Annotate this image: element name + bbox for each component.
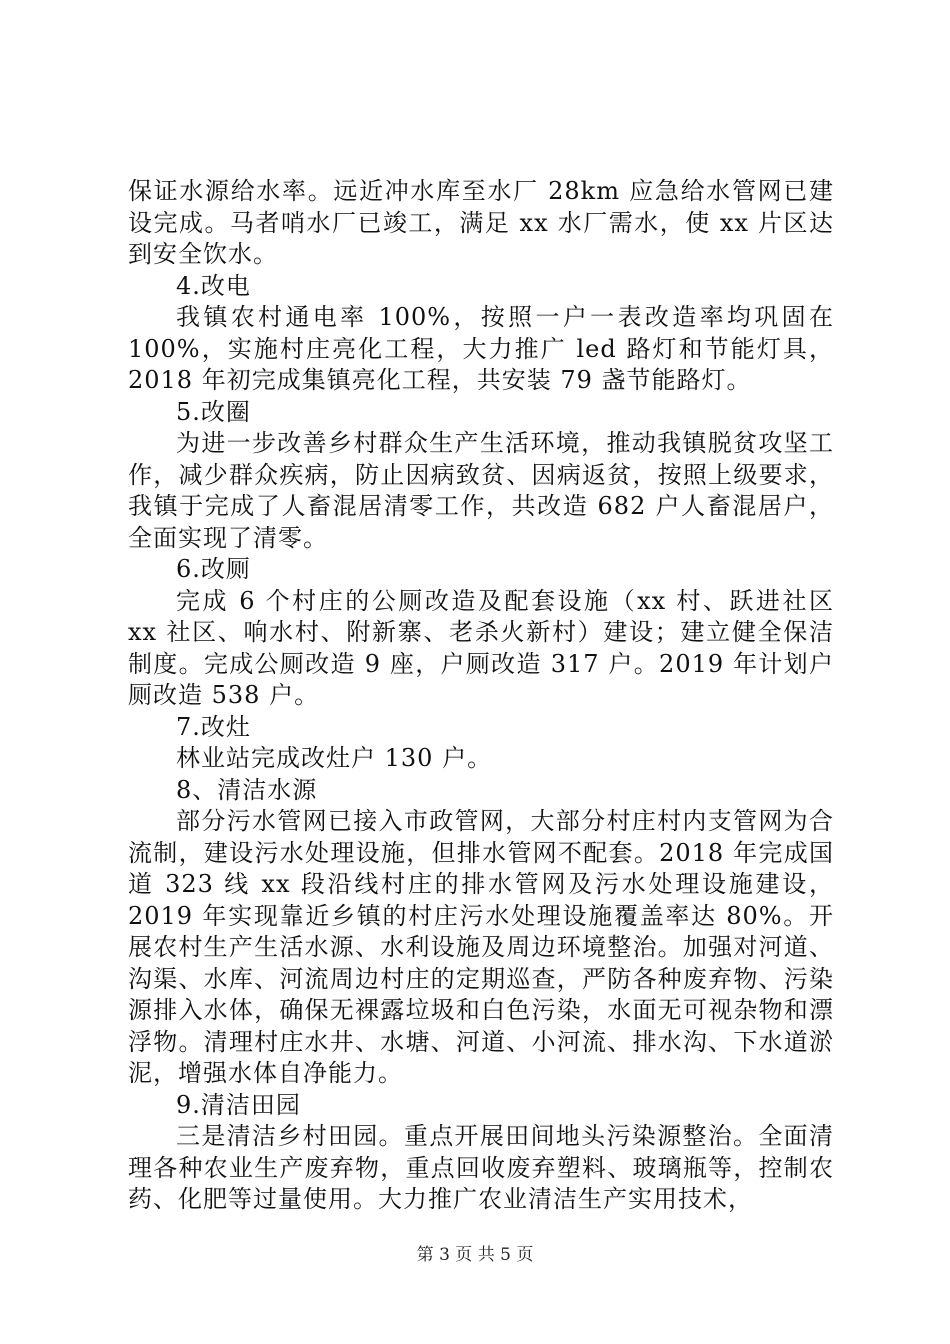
paragraph-clean-water: 部分污水管网已接入市政管网，大部分村庄村内支管网为合流制，建设污水处理设施，但排水管网不配套。2018 年完成国道 323 线 xx 段沿线村庄的排水管网及污水处理设施建设，2019 年实现靠近乡镇的村庄污水处理设施覆盖率达 80%。开展农村生产生活水源、水利设施及周边环境整治。加强对河道、沟渠、水库、河流周边村庄的定期巡查，严防各种废弃物、污染源排入水体，确保无裸露垃圾和白色污染，水面无可视杂物和漂浮物。清理村庄水井、水塘、河道、小河流、排水沟、下水道淤泥，增强水体自净能力。 <box>128 807 834 1087</box>
paragraph-electricity: 我镇农村通电率 100%，按照一户一表改造率均巩固在 100%，实施村庄亮化工程，大力推广 led 路灯和节能灯具，2018 年初完成集镇亮化工程，共安装 79 盏节能路灯。 <box>128 303 834 394</box>
paragraph-stove: 林业站完成改灶户 130 户。 <box>176 744 493 772</box>
page-number-footer: 第 3 页 共 5 页 <box>416 1245 534 1265</box>
document-body <box>128 176 834 1216</box>
section-heading-clean-fields: 9.清洁田园 <box>176 1090 301 1119</box>
paragraph-livestock-pen: 为进一步改善乡村群众生产生活环境，推动我镇脱贫攻坚工作，减少群众疾病，防止因病致贫、因病返贫，按照上级要求，我镇于完成了人畜混居清零工作，共改造 682 户人畜混居户，全面实现了清零。 <box>128 429 834 552</box>
section-heading-stove: 7.改灶 <box>176 712 251 741</box>
paragraph-water-supply: 保证水源给水率。远近冲水库至水厂 28km 应急给水管网已建设完成。马者哨水厂已竣工，满足 xx 水厂需水，使 xx 片区达到安全饮水。 <box>128 177 834 268</box>
section-heading-clean-water: 8、清洁水源 <box>176 775 318 804</box>
section-heading-livestock-pen: 5.改圈 <box>176 397 251 426</box>
paragraph-toilet: 完成 6 个村庄的公厕改造及配套设施（xx 村、跃进社区 xx 社区、响水村、附新寨、老杀火新村）建设；建立健全保洁制度。完成公厕改造 9 座，户厕改造 317 户。2019 年计划户厕改造 538 户。 <box>128 586 834 709</box>
section-heading-electricity: 4.改电 <box>176 271 251 300</box>
section-heading-toilet: 6.改厕 <box>176 555 251 583</box>
paragraph-clean-fields: 三是清洁乡村田园。重点开展田间地头污染源整治。全面清理各种农业生产废弃物，重点回收废弃塑料、玻璃瓶等，控制农药、化肥等过量使用。大力推广农业清洁生产实用技术， <box>128 1122 834 1213</box>
